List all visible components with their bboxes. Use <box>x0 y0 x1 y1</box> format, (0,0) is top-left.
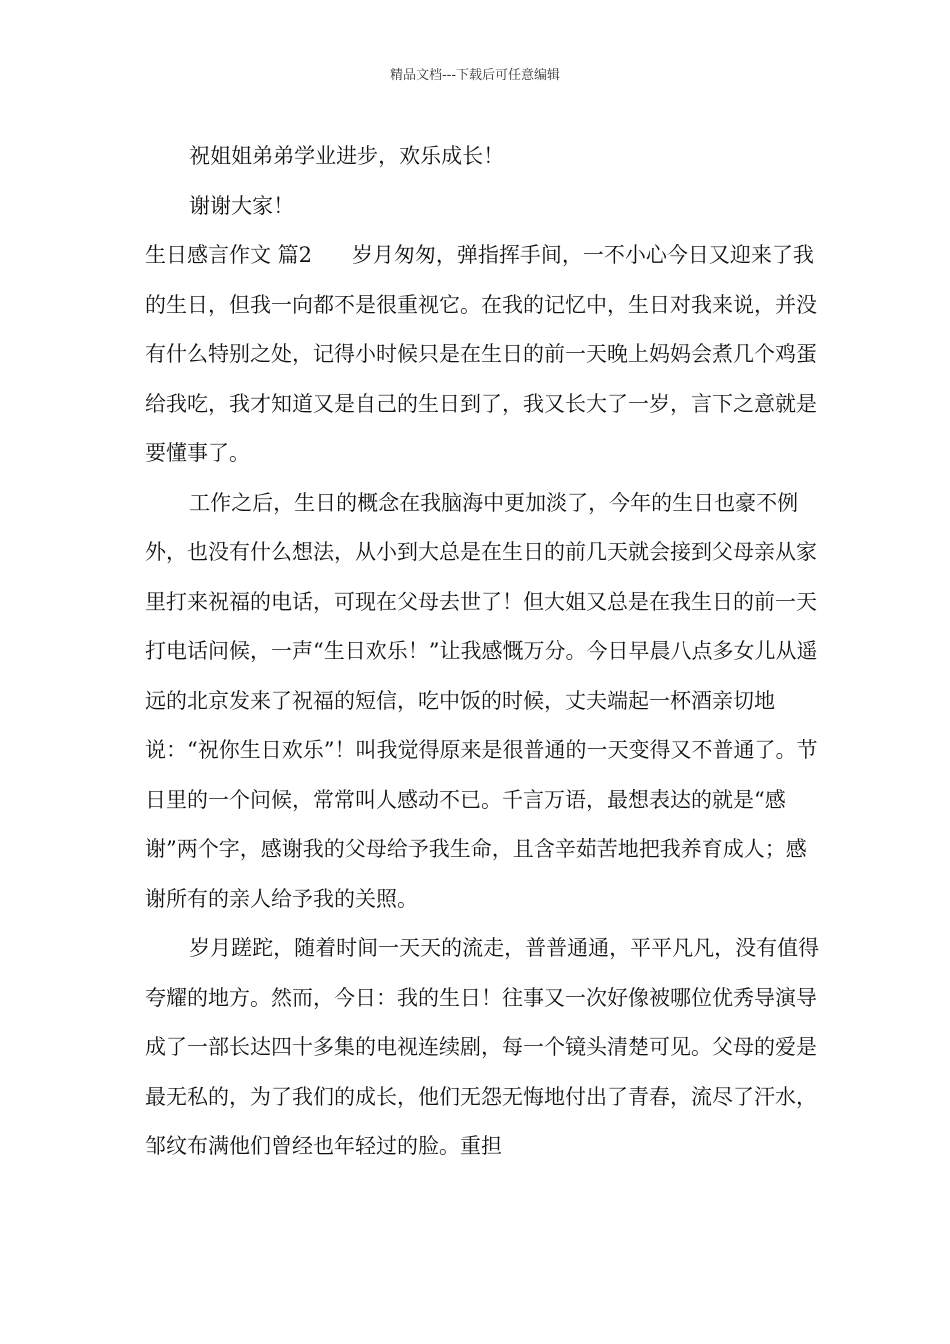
paragraph-thanks: 谢谢大家！ <box>189 193 295 218</box>
document-body <box>145 132 825 1172</box>
paragraph-after-work: 工作之后，生日的概念在我脑海中更加淡了，今年的生日也豪不例外，也没有什么想法，从小到大总是在生日的前几天就会接到父母亲从家里打来祝福的电话，可现在父母去世了！但大姐又总是在我生日的前一天打电话问候，一声“生日欢乐！”让我感慨万分。今日早晨八点多女儿从遥远的北京发来了祝福的短信，吃中饭的时候，丈夫端起一杯酒亲切地说：“祝你生日欢乐”！叫我觉得原来是很普通的一天变得又不普通了。节日里的一个问候，常常叫人感动不已。千言万语，最想表达的就是“感谢”两个字，感谢我的父母给予我生命，且含辛茹苦地把我养育成人；感谢所有的亲人给予我的关照。 <box>145 490 818 911</box>
paragraph-birthday-memory: 岁月匆匆，弹指挥手间，一不小心今日又迎来了我的生日，但我一向都不是很重视它。在我的记忆中，生日对我来说，并没有什么特别之处，记得小时候只是在生日的前一天晚上妈妈会煮几个鸡蛋给我吃，我才知道又是自己的生日到了，我又长大了一岁，言下之意就是要懂事了。 <box>145 243 817 465</box>
paragraph-years-pass: 岁月蹉跎，随着时间一天天的流走，普普通通，平平凡凡，没有值得夸耀的地方。然而，今日：我的生日！往事又一次好像被哪位优秀导演导成了一部长达四十多集的电视连续剧，每一个镜头清楚可见。父母的爱是最无私的，为了我们的成长，他们无怨无悔地付出了青春，流尽了汗水，邹纹布满他们曾经也年轻过的脸。重担 <box>145 936 820 1158</box>
paragraph-blessing: 祝姐姐弟弟学业进步，欢乐成长！ <box>189 144 505 168</box>
article-title: 生日感言作文 篇2 <box>145 243 313 267</box>
page-header: 精品文档---下载后可任意编辑 <box>389 68 561 83</box>
paragraph-article-2-start <box>145 231 825 479</box>
